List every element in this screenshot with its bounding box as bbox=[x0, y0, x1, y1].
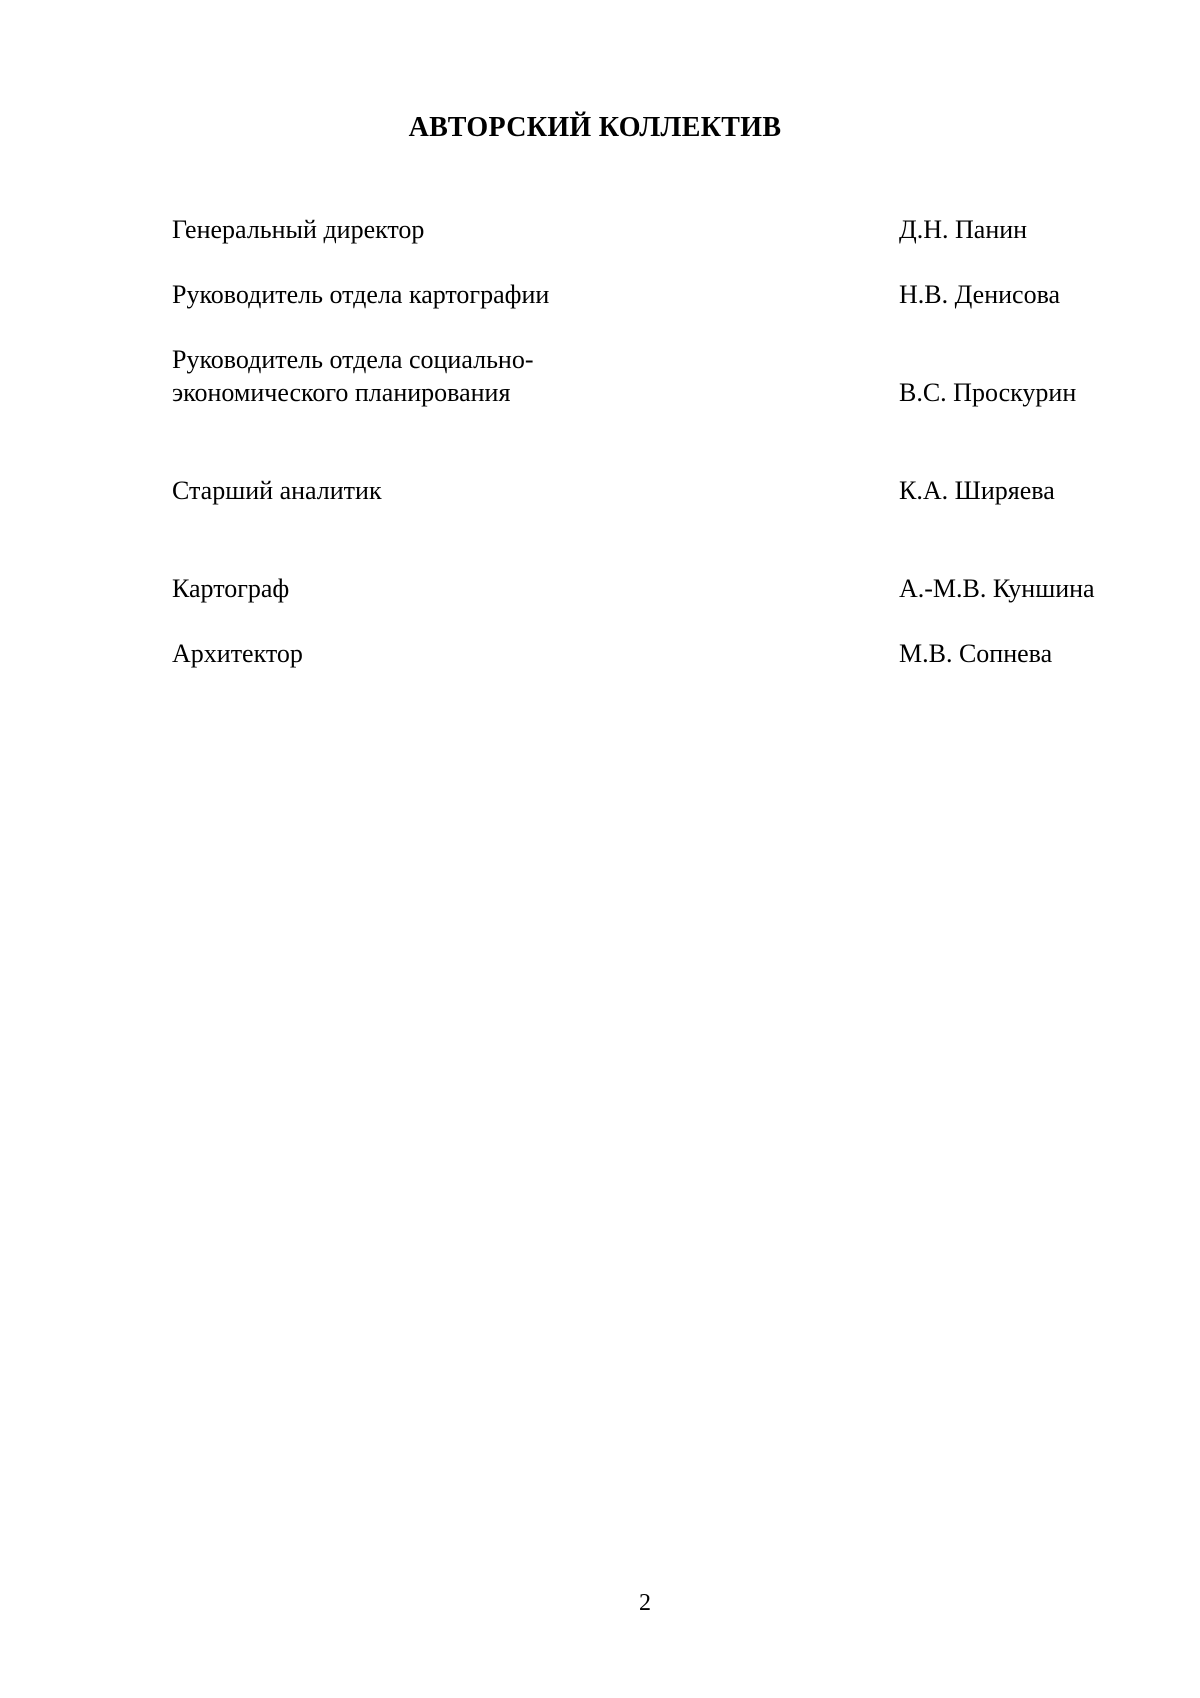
member-role: Картограф bbox=[172, 574, 290, 603]
page-title: АВТОРСКИЙ КОЛЛЕКТИВ bbox=[408, 112, 782, 143]
member-name: К.А. Ширяева bbox=[899, 476, 1055, 505]
page-number: 2 bbox=[639, 1590, 651, 1616]
member-role: Руководитель отдела картографии bbox=[172, 280, 550, 309]
member-role: Архитектор bbox=[172, 639, 303, 668]
member-role-line-2: экономического планирования bbox=[172, 378, 511, 407]
member-name: А.-М.В. Куншина bbox=[899, 574, 1095, 603]
member-role-line-1: Руководитель отдела социально- bbox=[172, 345, 534, 374]
member-name: В.С. Проскурин bbox=[899, 378, 1077, 407]
member-name: Д.Н. Панин bbox=[899, 215, 1028, 244]
member-name: М.В. Сопнева bbox=[899, 639, 1053, 668]
member-role: Старший аналитик bbox=[172, 476, 382, 505]
member-role: Генеральный директор bbox=[172, 215, 425, 244]
member-name: Н.В. Денисова bbox=[899, 280, 1061, 309]
